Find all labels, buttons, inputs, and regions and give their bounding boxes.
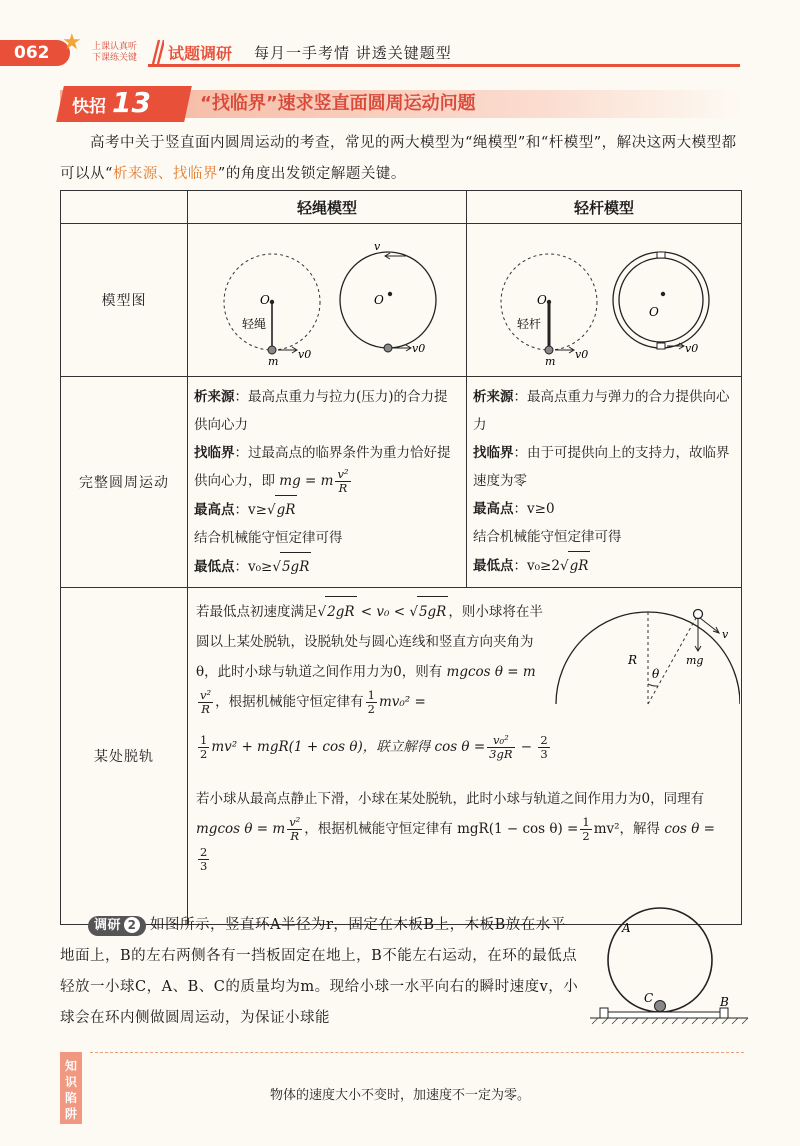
detach-p2b: ，根据机械能守恒定律有 mgR(1 − cos θ) =	[304, 821, 579, 837]
title-badge-label: 快招	[72, 97, 106, 117]
rope-top-label: 最高点	[194, 502, 235, 518]
rope-crit-label: 找临界	[194, 445, 235, 461]
frac-den: 3	[200, 859, 208, 873]
page-number: 062	[0, 40, 70, 66]
circle-label-v0: v0	[412, 342, 426, 355]
detach-l2: ，根据机械能守恒定律有	[215, 694, 364, 710]
example-badge-number: 2	[124, 917, 140, 933]
frac-num: v²	[200, 688, 212, 702]
model-table	[60, 190, 742, 925]
detach-half-2	[198, 734, 209, 761]
rope-label-text: 轻绳	[242, 317, 267, 331]
detach-rad2: 5gR	[417, 596, 448, 627]
detach-cell	[188, 588, 742, 925]
detach-diagram	[550, 592, 740, 712]
header-rule	[148, 64, 740, 67]
frac-num: 2	[540, 733, 548, 747]
fig-R: R	[628, 653, 638, 667]
row-label-full-circle: 完整圆周运动	[61, 377, 188, 588]
fig-A: A	[622, 921, 631, 935]
rod-bottom-rad: gR	[568, 551, 591, 580]
row-label-detach: 某处脱轨	[61, 588, 188, 925]
rope-crit-text: ：过最高点的临界条件为重力恰好提供向心力，即	[194, 445, 451, 489]
rod-label-text: 轻杆	[517, 317, 542, 331]
intro-highlight: 析来源、找临界	[112, 166, 218, 182]
rope-crit-eq: mg = m	[279, 473, 334, 489]
rod-model-diagram	[467, 224, 742, 377]
frac-num: 1	[367, 688, 375, 702]
detach-frac3	[487, 734, 514, 761]
title-badge-number: 13	[112, 86, 151, 119]
footer-rule	[90, 1052, 744, 1053]
rope-crit-frac	[335, 468, 350, 495]
detach-eq1: mgcos θ = m	[446, 664, 536, 680]
tube-label-O: O	[649, 305, 659, 319]
table-corner	[61, 191, 188, 224]
detach-frac1	[198, 689, 213, 716]
detach-eq2a: mv₀² =	[378, 694, 426, 710]
rope-energy-text: 结合机械能守恒定律可得	[194, 530, 343, 546]
frac-num: v²	[337, 467, 349, 481]
page-header	[0, 0, 800, 78]
detach-rad1: 2gR	[325, 596, 356, 627]
intro-paragraph	[60, 128, 744, 190]
example-paragraph	[60, 910, 580, 1034]
frac-num: v₀²	[487, 734, 514, 748]
frac-den: 3	[540, 747, 548, 761]
header-rod-model: 轻杆模型	[467, 191, 742, 224]
example-text: 如图所示，竖直环A半径为r，固定在木板B上，木板B放在水平地面上，B的左右两侧各有一挡板固定在地上，B不能左右运动，在环的最低点轻放一小球C，A、B、C的质量均为m。现给小球一水平向右的瞬时速度v，小球会在环内侧做圆周运动，为保证小球能	[60, 917, 579, 1026]
frac-num: v²	[289, 815, 301, 829]
frac-den: R	[290, 829, 300, 843]
rope-label-O: O	[260, 293, 270, 307]
frac-den: 2	[582, 829, 590, 843]
fig-v: v	[722, 628, 729, 641]
rod-label-m: m	[545, 355, 556, 368]
detach-frac6	[198, 846, 209, 873]
rod-label-v0: v0	[575, 348, 589, 361]
detach-p2-eq: mgcos θ = m	[196, 821, 286, 837]
detach-eq3	[196, 732, 736, 762]
detach-half-3	[580, 816, 591, 843]
frac-num: 1	[582, 815, 590, 829]
footer-note: 物体的速度大小不变时，加速度不一定为零。	[269, 1088, 530, 1103]
circle-label-O: O	[374, 293, 384, 307]
header-rope-model: 轻绳模型	[188, 191, 467, 224]
rope-full-circle-cell: 析来源：最高点重力与拉力(压力)的合力提供向心力 找临界：过最高点的临界条件为重力恰好提供向心力，即 mg = m $\frac{\text{v²}}{R}$ 最高点：v≥√gR 结合机械能守恒定律可得 最低点：v₀≥√5gR	[188, 377, 467, 588]
rod-bottom-text: ：v₀≥2	[513, 558, 560, 574]
rope-top-rad: gR	[275, 495, 298, 524]
header-tagline-top: 上课认真听	[92, 42, 138, 52]
header-subtitle: 每月一手考情 讲透关键题型	[254, 44, 452, 62]
rope-bottom-label: 最低点	[194, 559, 235, 575]
rod-crit-text: ：由于可提供向上的支持力，故临界速度为零	[473, 445, 730, 489]
detach-paragraph-2	[196, 784, 730, 874]
fig-mg: mg	[686, 654, 704, 667]
title-badge-text	[72, 86, 151, 122]
detach-p2-res: cos θ =	[664, 821, 715, 837]
detach-p2c: mv²，解得	[593, 821, 661, 837]
rod-full-circle-cell: 析来源：最高点重力与弹力的合力提供向心力 找临界：由于可提供向上的支持力，故临界速度为零 最高点：v≥0 结合机械能守恒定律可得 最低点：v₀≥2√gR	[467, 377, 742, 588]
intro-text: 高考中关于竖直面内圆周运动的考查，常见的两大模型为“绳模型”和“杆模型”，解决这两大模型都可以从“	[60, 135, 737, 182]
rod-bottom-label: 最低点	[473, 558, 514, 574]
frac-num: 2	[200, 845, 208, 859]
detach-paragraph-1: 若最低点初速度满足√2gR < v₀ < √5gR ，则小球将在半圆以上某处脱轨，设脱轨处与圆心连线和竖直方向夹角为θ，此时小球与轨道之间作用力为0，则有 mgcos θ = m $\frac{\text{v²}}{R}$ ，根据机械能守恒定律有 $\frac{1}{2}$ mv₀² =	[196, 596, 546, 717]
detach-l1b: ，则小球将在半圆以上某处脱轨，设脱轨处与圆心连线和竖直方向夹角为θ，此时小球与轨道之间作用力为0，则有	[196, 604, 543, 680]
detach-frac5	[287, 816, 302, 843]
rod-top-text: ：v≥0	[513, 501, 555, 517]
frac-den: 2	[200, 747, 208, 761]
rope-label-v0: v0	[298, 348, 312, 361]
rope-src-text: ：最高点重力与拉力(压力)的合力提供向心力	[194, 389, 448, 433]
tube-label-v0: v0	[685, 342, 699, 355]
section-title: “找临界”速求竖直面圆周运动问题	[200, 93, 476, 114]
side-tab-knowledge-trap: 知识陷阱	[60, 1052, 82, 1124]
fig-theta: θ	[652, 667, 660, 681]
rope-model-diagram	[188, 224, 467, 377]
rope-bottom-rad: 5gR	[280, 552, 311, 581]
rope-top-text: ：v≥	[234, 502, 267, 518]
rod-src-label: 析来源	[473, 389, 514, 405]
rope-bottom-text: ：v₀≥	[234, 559, 273, 575]
detach-eq3a: mv² + mgR(1 + cos θ)，联立解得 cos θ =	[211, 739, 486, 755]
rod-src-text: ：最高点重力与弹力的合力提供向心力	[473, 389, 730, 433]
rope-diagrams	[188, 224, 466, 372]
fig-B: B	[720, 995, 729, 1009]
rod-top-label: 最高点	[473, 501, 514, 517]
example-badge-label: 调研	[94, 918, 122, 933]
frac-den: 3gR	[489, 747, 513, 761]
frac-den: R	[338, 481, 348, 495]
rod-crit-label: 找临界	[473, 445, 514, 461]
detach-p2a: 若小球从最高点静止下滑，小球在某处脱轨，此时小球与轨道之间作用力为0，同理有	[196, 791, 705, 807]
row-label-model: 模型图	[61, 224, 188, 377]
detach-l1a: 若最低点初速度满足	[196, 604, 318, 620]
rod-energy-text: 结合机械能守恒定律可得	[473, 529, 622, 545]
detach-mid: < v₀ <	[356, 604, 410, 620]
detach-minus: −	[516, 739, 537, 755]
rope-label-m: m	[268, 355, 279, 368]
detach-half-1	[366, 689, 377, 716]
example-diagram	[590, 900, 750, 1030]
frac-den: 2	[367, 702, 375, 716]
star-mascot-icon: ★	[62, 30, 82, 55]
header-tagline-bottom: 下课练关键	[92, 53, 138, 63]
detach-frac4	[538, 734, 549, 761]
intro-text-end: ”的角度出发锁定解题关键。	[217, 166, 406, 182]
rod-diagrams	[467, 224, 741, 372]
rod-label-O: O	[537, 293, 547, 307]
rope-src-label: 析来源	[194, 389, 235, 405]
header-section: 试题调研	[168, 44, 233, 63]
fig-C: C	[644, 991, 654, 1005]
circle-label-v: v	[374, 240, 381, 253]
frac-num: 1	[200, 733, 208, 747]
header-slash-icon	[150, 38, 164, 66]
frac-den: R	[201, 702, 210, 716]
example-badge	[88, 916, 146, 936]
